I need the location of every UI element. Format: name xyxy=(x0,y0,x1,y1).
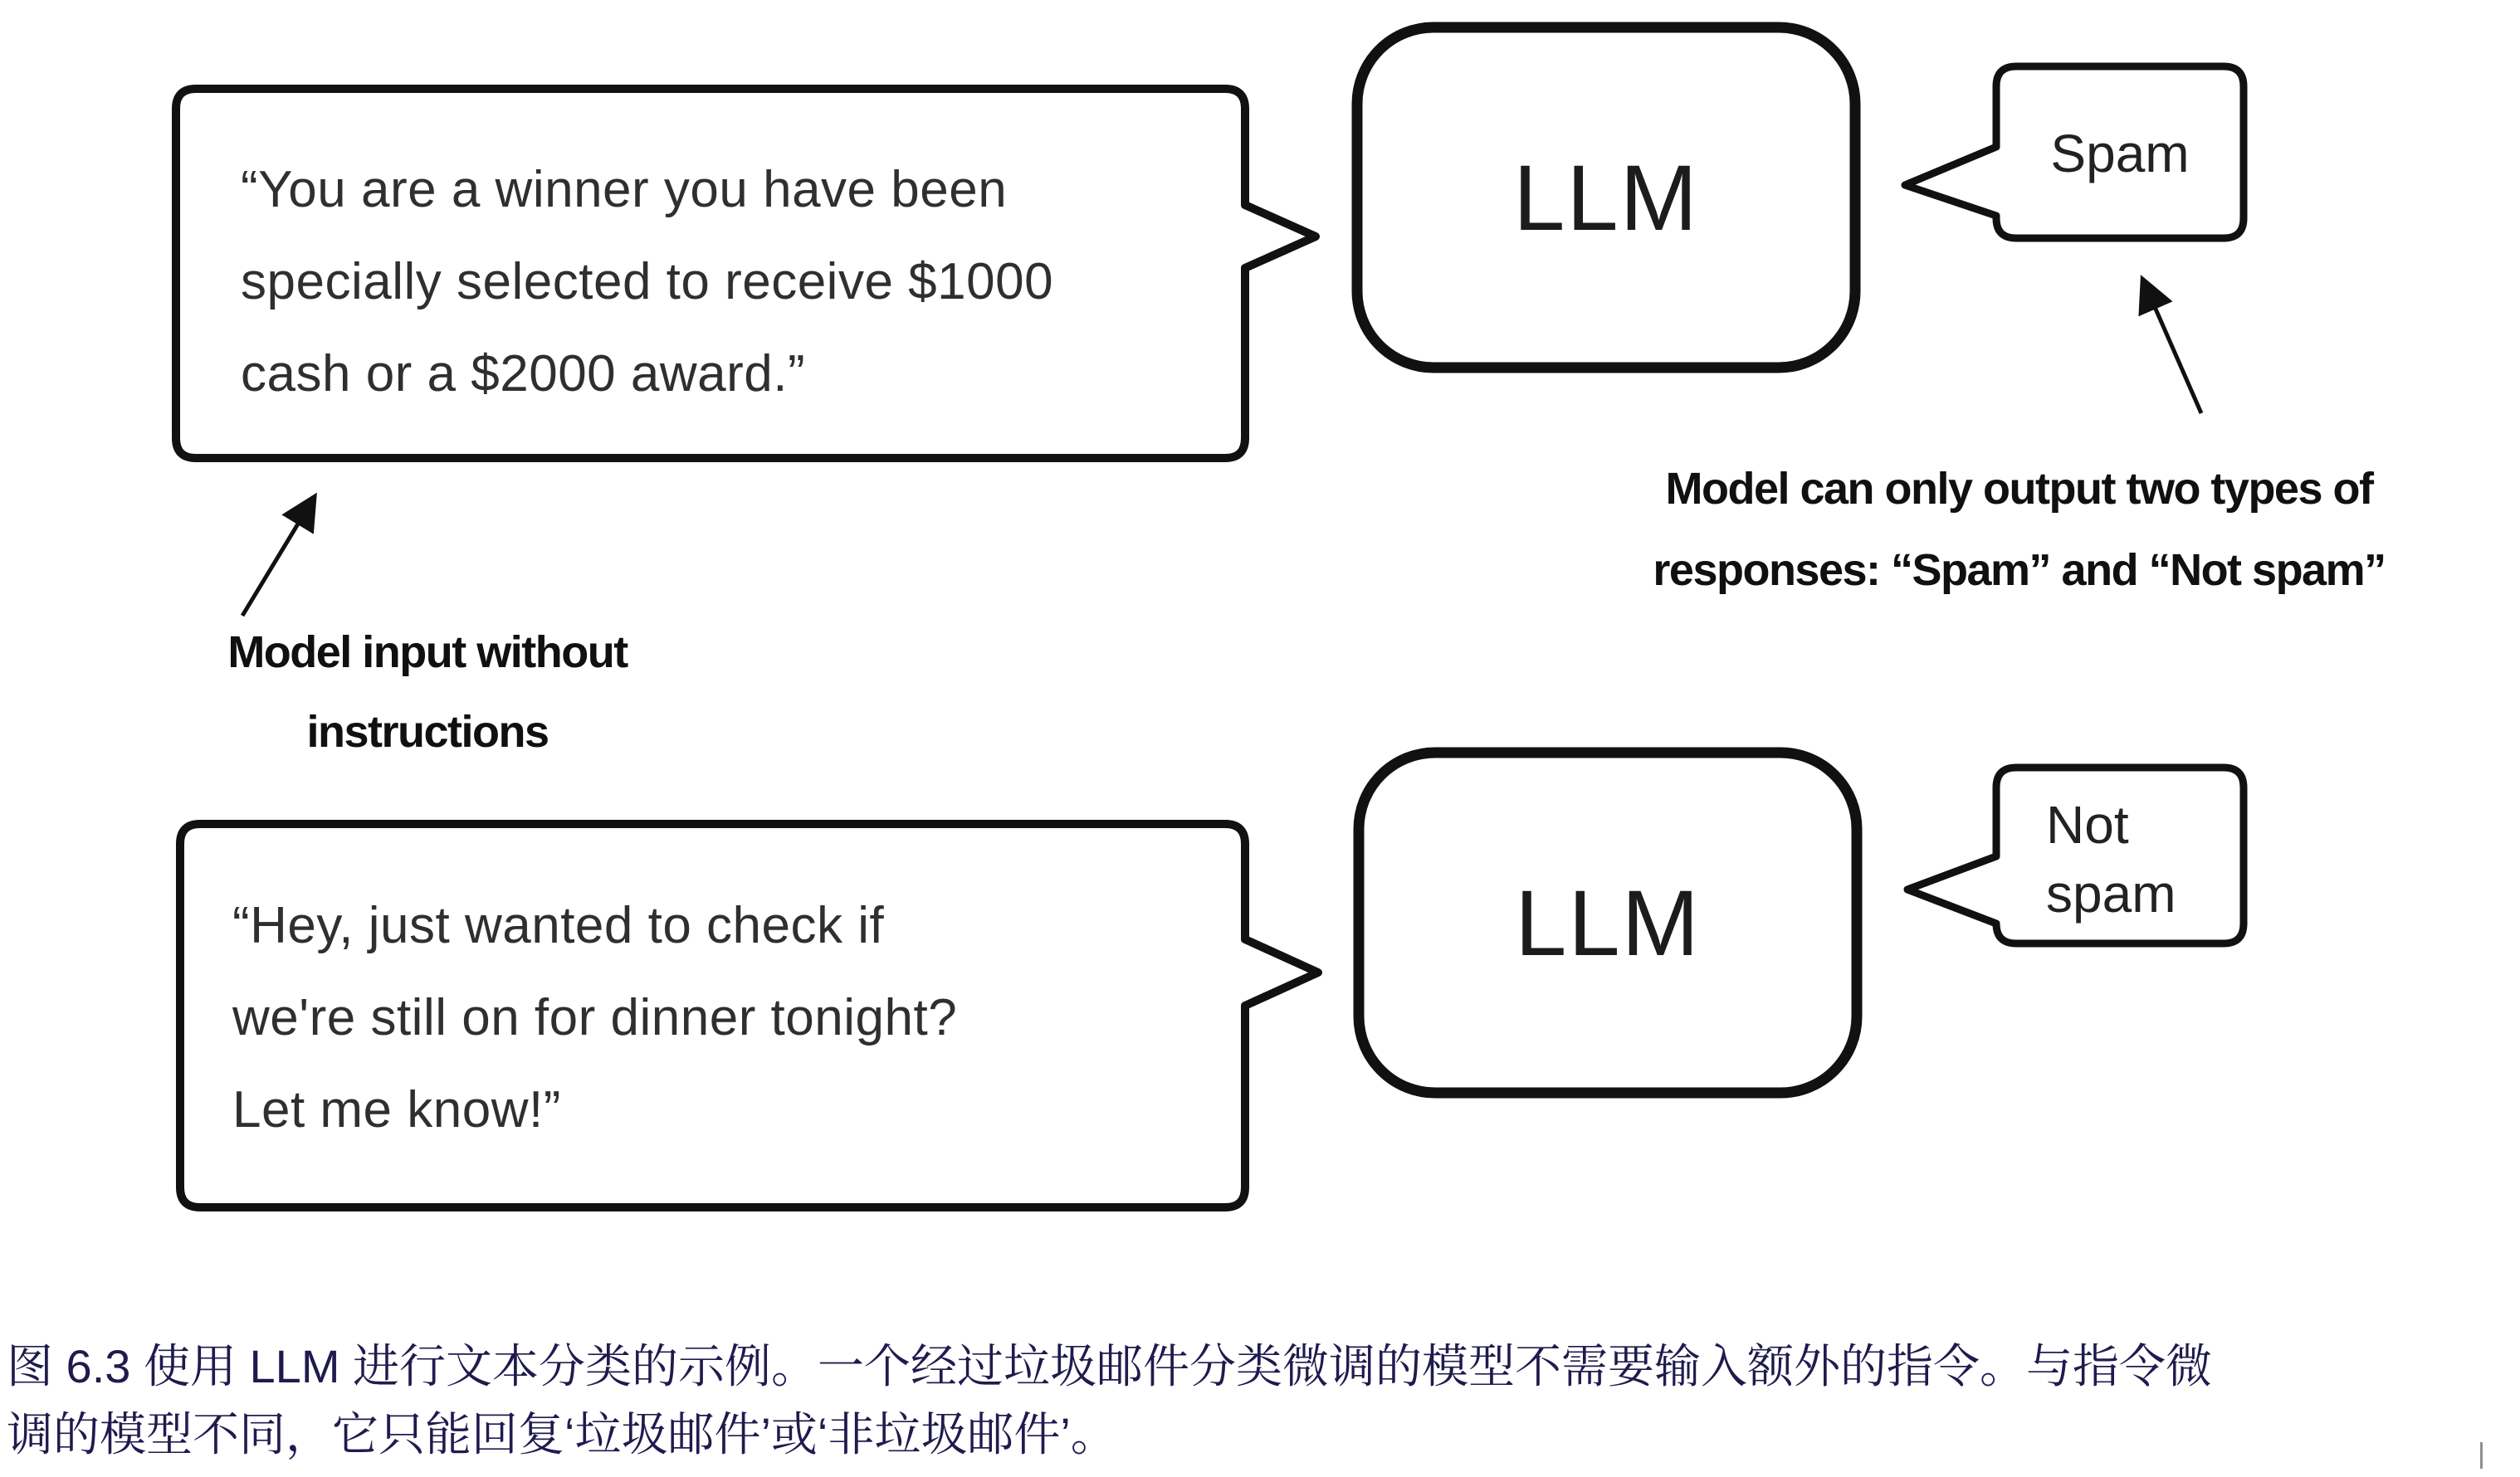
output-bottom-label-line: Not xyxy=(2046,795,2129,855)
output-bottom-label-line: spam xyxy=(2046,864,2176,924)
output-annotation-line: responses: “Spam” and “Not spam” xyxy=(1653,545,2386,595)
output-annotation-arrow-icon xyxy=(2143,280,2201,413)
input-top-text xyxy=(241,144,1053,420)
input-annotation xyxy=(137,612,718,772)
text-caret-artifact xyxy=(2480,1442,2483,1469)
input-annotation-line: instructions xyxy=(306,707,549,757)
figure-caption-line-2: 调的模型不同，它只能回复‘垃圾邮件’或‘非垃圾邮件’。 xyxy=(7,1408,1117,1460)
input-annotation-line: Model input without xyxy=(227,627,628,677)
input-top-text-line: specially selected to receive $1000 xyxy=(241,253,1054,310)
output-annotation xyxy=(1569,448,2469,611)
output-bottom-label xyxy=(2046,791,2176,929)
output-annotation-line: Model can only output two types of xyxy=(1665,464,2373,514)
input-top-text-line: cash or a $2000 award.” xyxy=(241,345,806,402)
input-bottom-text-line: we're still on for dinner tonight? xyxy=(232,989,958,1046)
input-bottom-text-line: “Hey, just wanted to check if xyxy=(232,897,885,954)
llm-bottom-label: LLM xyxy=(1515,870,1701,975)
llm-top-label: LLM xyxy=(1513,145,1699,250)
input-top-text-line: “You are a winner you have been xyxy=(241,161,1008,218)
input-bottom-text-line: Let me know!” xyxy=(232,1081,561,1138)
input-bottom-text xyxy=(232,880,957,1156)
output-top-label: Spam xyxy=(2050,124,2190,183)
input-annotation-arrow-icon xyxy=(242,498,314,616)
figure-caption-line-1: 图 6.3 使用 LLM 进行文本分类的示例。一个经过垃圾邮件分类微调的模型不需要输入额外的指令。与指令微 xyxy=(7,1340,2213,1392)
